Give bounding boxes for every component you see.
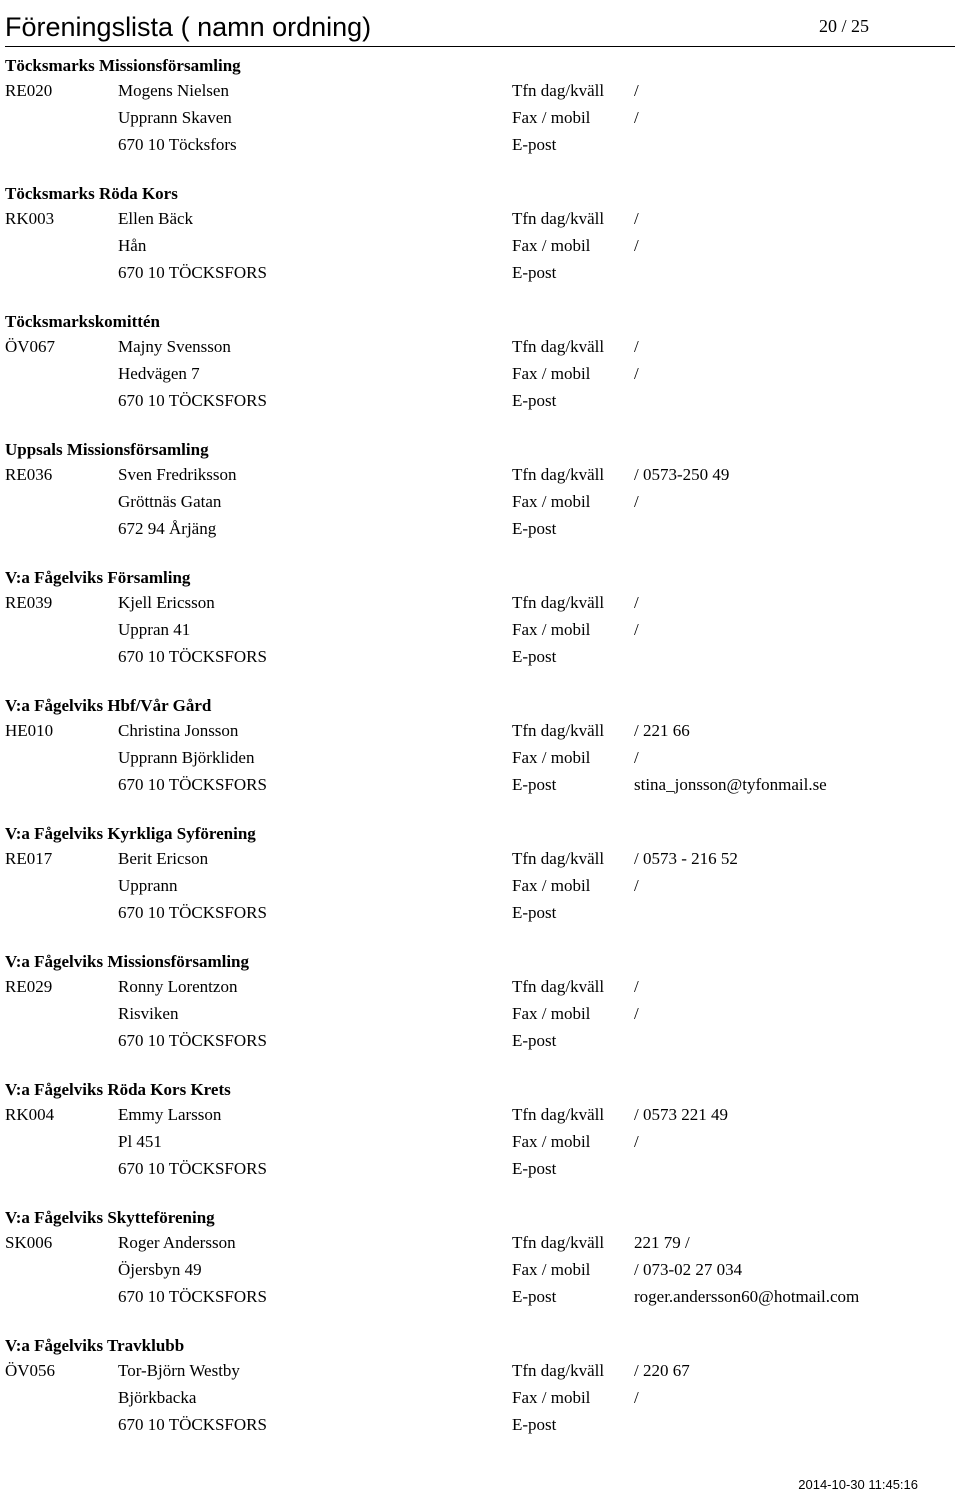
- contact-row: [5, 977, 955, 1003]
- street-address: Pl 451: [118, 1132, 162, 1151]
- organization-name: V:a Fågelviks Hbf/Vår Gård: [5, 696, 212, 715]
- contact-row: [5, 593, 955, 619]
- address-row: [5, 492, 955, 518]
- organization-entry: [5, 692, 955, 820]
- phone-value: /: [634, 81, 639, 100]
- organization-code: SK006: [5, 1233, 53, 1252]
- email-label: E-post: [512, 519, 557, 538]
- contact-name: Berit Ericson: [118, 849, 209, 868]
- organization-entry: [5, 820, 955, 948]
- fax-value: /: [634, 236, 639, 255]
- address-row: [5, 876, 955, 902]
- phone-label: Tfn dag/kväll: [512, 209, 605, 228]
- organization-code: RK004: [5, 1105, 55, 1124]
- fax-label: Fax / mobil: [512, 108, 591, 127]
- postal-address: 670 10 TÖCKSFORS: [118, 1031, 267, 1050]
- street-address: Uppran 41: [118, 620, 191, 639]
- fax-label: Fax / mobil: [512, 876, 591, 895]
- organization-list: [5, 52, 955, 1460]
- contact-row: [5, 337, 955, 363]
- page-title: Föreningslista ( namn ordning): [5, 12, 372, 42]
- organization-entry: [5, 308, 955, 436]
- organization-entry: [5, 180, 955, 308]
- organization-code: RE036: [5, 465, 53, 484]
- postal-address: 670 10 TÖCKSFORS: [118, 1415, 267, 1434]
- street-address: Öjersbyn 49: [118, 1260, 202, 1279]
- organization-code: RE039: [5, 593, 53, 612]
- postal-row: [5, 647, 955, 673]
- email-label: E-post: [512, 263, 557, 282]
- phone-label: Tfn dag/kväll: [512, 1233, 605, 1252]
- contact-name: Emmy Larsson: [118, 1105, 222, 1124]
- fax-label: Fax / mobil: [512, 1132, 591, 1151]
- organization-code: ÖV067: [5, 337, 56, 356]
- contact-name: Mogens Nielsen: [118, 81, 229, 100]
- organization-entry: [5, 564, 955, 692]
- fax-value: /: [634, 108, 639, 127]
- phone-value: /: [634, 977, 639, 996]
- email-label: E-post: [512, 1031, 557, 1050]
- email-label: E-post: [512, 1287, 557, 1306]
- contact-name: Ronny Lorentzon: [118, 977, 238, 996]
- fax-value: /: [634, 1388, 639, 1407]
- phone-value: 221 79 /: [634, 1233, 690, 1252]
- postal-address: 670 10 TÖCKSFORS: [118, 647, 267, 666]
- fax-value: /: [634, 364, 639, 383]
- phone-value: / 0573-250 49: [634, 465, 730, 484]
- address-row: [5, 108, 955, 134]
- phone-value: / 0573 - 216 52: [634, 849, 738, 868]
- contact-row: [5, 1361, 955, 1387]
- contact-row: [5, 849, 955, 875]
- street-address: Upprann Skaven: [118, 108, 232, 127]
- organization-entry: [5, 1076, 955, 1204]
- fax-value: /: [634, 492, 639, 511]
- phone-label: Tfn dag/kväll: [512, 337, 605, 356]
- organization-entry: [5, 1332, 955, 1460]
- contact-row: [5, 1233, 955, 1259]
- organization-entry: [5, 948, 955, 1076]
- organization-name: V:a Fågelviks Missionsförsamling: [5, 952, 250, 971]
- postal-address: 670 10 TÖCKSFORS: [118, 263, 267, 282]
- street-address: Upprann: [118, 876, 178, 895]
- street-address: Upprann Björkliden: [118, 748, 255, 767]
- phone-label: Tfn dag/kväll: [512, 977, 605, 996]
- phone-label: Tfn dag/kväll: [512, 1105, 605, 1124]
- postal-address: 670 10 TÖCKSFORS: [118, 1287, 267, 1306]
- email-label: E-post: [512, 391, 557, 410]
- organization-code: HE010: [5, 721, 54, 740]
- postal-row: [5, 1287, 955, 1313]
- email-label: E-post: [512, 1415, 557, 1434]
- phone-value: /: [634, 209, 639, 228]
- email-label: E-post: [512, 775, 557, 794]
- organization-code: ÖV056: [5, 1361, 56, 1380]
- contact-row: [5, 209, 955, 235]
- street-address: Hån: [118, 236, 147, 255]
- address-row: [5, 364, 955, 390]
- contact-row: [5, 721, 955, 747]
- street-address: Risviken: [118, 1004, 179, 1023]
- organization-entry: [5, 1204, 955, 1332]
- organization-name: Töcksmarks Röda Kors: [5, 184, 178, 203]
- fax-value: /: [634, 876, 639, 895]
- postal-row: [5, 903, 955, 929]
- organization-name: Töcksmarks Missionsförsamling: [5, 56, 241, 75]
- fax-label: Fax / mobil: [512, 1004, 591, 1023]
- address-row: [5, 1260, 955, 1286]
- contact-row: [5, 1105, 955, 1131]
- contact-name: Ellen Bäck: [118, 209, 194, 228]
- page-number: 20 / 25: [818, 16, 869, 36]
- contact-name: Sven Fredriksson: [118, 465, 237, 484]
- postal-address: 670 10 Töcksfors: [118, 135, 237, 154]
- phone-value: / 221 66: [634, 721, 690, 740]
- fax-label: Fax / mobil: [512, 1260, 591, 1279]
- address-row: [5, 748, 955, 774]
- phone-label: Tfn dag/kväll: [512, 1361, 605, 1380]
- contact-name: Christina Jonsson: [118, 721, 239, 740]
- phone-value: / 0573 221 49: [634, 1105, 728, 1124]
- postal-row: [5, 1031, 955, 1057]
- organization-name: V:a Fågelviks Församling: [5, 568, 191, 587]
- organization-entry: [5, 436, 955, 564]
- organization-name: Töcksmarkskomittén: [5, 312, 160, 331]
- contact-row: [5, 465, 955, 491]
- fax-label: Fax / mobil: [512, 236, 591, 255]
- postal-row: [5, 1159, 955, 1185]
- email-value: roger.andersson60@hotmail.com: [634, 1287, 860, 1306]
- address-row: [5, 1388, 955, 1414]
- postal-address: 670 10 TÖCKSFORS: [118, 1159, 267, 1178]
- address-row: [5, 620, 955, 646]
- postal-address: 670 10 TÖCKSFORS: [118, 903, 267, 922]
- email-value: stina_jonsson@tyfonmail.se: [634, 775, 827, 794]
- organization-name: V:a Fågelviks Röda Kors Krets: [5, 1080, 231, 1099]
- postal-address: 672 94 Årjäng: [118, 519, 217, 538]
- organization-code: RE029: [5, 977, 53, 996]
- street-address: Hedvägen 7: [118, 364, 200, 383]
- phone-value: /: [634, 337, 639, 356]
- contact-name: Roger Andersson: [118, 1233, 236, 1252]
- postal-row: [5, 391, 955, 417]
- organization-code: RE017: [5, 849, 53, 868]
- postal-row: [5, 519, 955, 545]
- fax-value: /: [634, 1132, 639, 1151]
- postal-row: [5, 775, 955, 801]
- email-label: E-post: [512, 903, 557, 922]
- fax-label: Fax / mobil: [512, 620, 591, 639]
- organization-code: RK003: [5, 209, 55, 228]
- fax-label: Fax / mobil: [512, 492, 591, 511]
- organization-name: V:a Fågelviks Skytteförening: [5, 1208, 215, 1227]
- address-row: [5, 1132, 955, 1158]
- phone-value: / 220 67: [634, 1361, 690, 1380]
- phone-label: Tfn dag/kväll: [512, 593, 605, 612]
- fax-label: Fax / mobil: [512, 364, 591, 383]
- phone-label: Tfn dag/kväll: [512, 721, 605, 740]
- organization-name: V:a Fågelviks Kyrkliga Syförening: [5, 824, 256, 843]
- postal-row: [5, 263, 955, 289]
- organization-entry: [5, 52, 955, 180]
- phone-label: Tfn dag/kväll: [512, 465, 605, 484]
- street-address: Gröttnäs Gatan: [118, 492, 222, 511]
- postal-address: 670 10 TÖCKSFORS: [118, 391, 267, 410]
- phone-label: Tfn dag/kväll: [512, 849, 605, 868]
- print-timestamp: 2014-10-30 11:45:16: [798, 1477, 918, 1492]
- street-address: Björkbacka: [118, 1388, 197, 1407]
- fax-value: /: [634, 748, 639, 767]
- email-label: E-post: [512, 135, 557, 154]
- organization-name: V:a Fågelviks Travklubb: [5, 1336, 185, 1355]
- postal-row: [5, 135, 955, 161]
- contact-name: Kjell Ericsson: [118, 593, 215, 612]
- fax-value: / 073-02 27 034: [634, 1260, 743, 1279]
- email-label: E-post: [512, 647, 557, 666]
- contact-name: Tor-Björn Westby: [118, 1361, 240, 1380]
- page-header: [5, 6, 955, 47]
- fax-value: /: [634, 1004, 639, 1023]
- contact-row: [5, 81, 955, 107]
- postal-address: 670 10 TÖCKSFORS: [118, 775, 267, 794]
- phone-label: Tfn dag/kväll: [512, 81, 605, 100]
- fax-label: Fax / mobil: [512, 748, 591, 767]
- fax-value: /: [634, 620, 639, 639]
- email-label: E-post: [512, 1159, 557, 1178]
- address-row: [5, 236, 955, 262]
- fax-label: Fax / mobil: [512, 1388, 591, 1407]
- organization-code: RE020: [5, 81, 53, 100]
- phone-value: /: [634, 593, 639, 612]
- address-row: [5, 1004, 955, 1030]
- contact-name: Majny Svensson: [118, 337, 231, 356]
- postal-row: [5, 1415, 955, 1441]
- organization-name: Uppsals Missionsförsamling: [5, 440, 209, 459]
